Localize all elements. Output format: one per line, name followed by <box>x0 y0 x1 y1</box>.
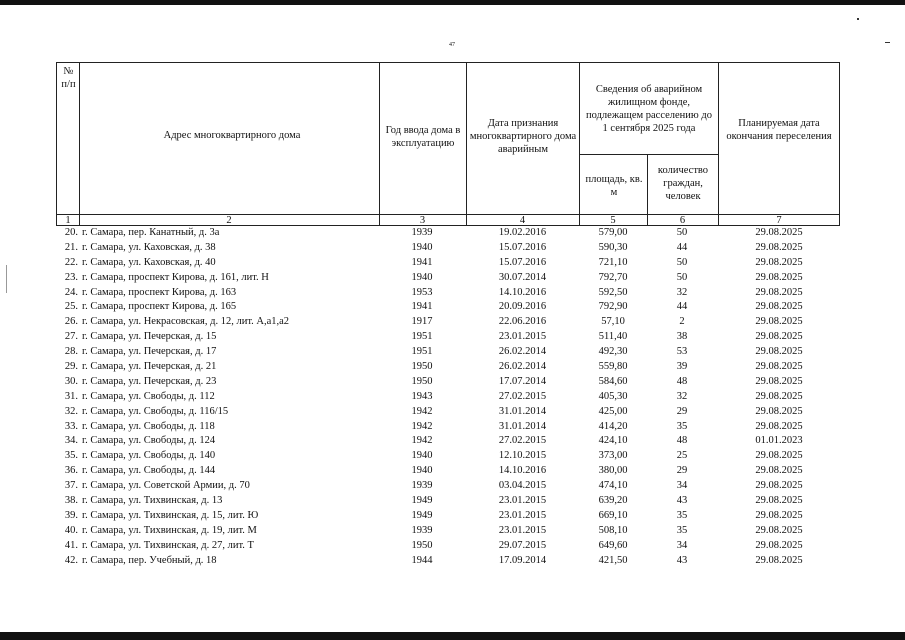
table-row <box>56 375 840 390</box>
row-date: 30.07.2014 <box>498 271 547 283</box>
row-number: 39. <box>64 509 78 521</box>
row-area: 421,50 <box>598 554 628 566</box>
row-area: 592,50 <box>598 286 628 298</box>
row-area: 405,30 <box>598 390 628 402</box>
row-count: 35 <box>676 420 688 432</box>
row-date: 17.09.2014 <box>498 554 547 566</box>
row-plan-date: 29.08.2025 <box>755 316 803 328</box>
row-year: 1942 <box>411 420 433 432</box>
row-count: 44 <box>676 241 688 253</box>
row-count: 48 <box>676 435 688 447</box>
row-number: 32. <box>64 405 78 417</box>
row-year: 1939 <box>411 480 433 492</box>
row-date: 26.02.2014 <box>498 346 547 358</box>
col-number-6: 6 <box>679 215 686 226</box>
row-count: 32 <box>676 390 688 402</box>
table-body <box>56 226 840 568</box>
row-year: 1917 <box>411 316 433 328</box>
row-area: 669,10 <box>598 509 628 521</box>
row-address: г. Самара, ул. Печерская, д. 17 <box>82 346 217 358</box>
row-address: г. Самара, ул. Свободы, д. 112 <box>82 390 215 402</box>
col-header-count: количество граждан, человек <box>657 165 709 202</box>
table-row <box>56 479 840 494</box>
row-year: 1944 <box>411 554 433 566</box>
row-address: г. Самара, ул. Тихвинская, д. 13 <box>82 495 223 507</box>
row-plan-date: 29.08.2025 <box>755 286 803 298</box>
row-plan-date: 29.08.2025 <box>755 465 803 477</box>
table-row <box>56 390 840 405</box>
table-row <box>56 524 840 539</box>
row-address: г. Самара, ул. Печерская, д. 23 <box>82 375 217 387</box>
row-date: 31.01.2014 <box>498 420 547 432</box>
row-number: 26. <box>64 316 78 328</box>
row-date: 14.10.2016 <box>498 465 547 477</box>
row-area: 492,30 <box>598 346 628 358</box>
row-address: г. Самара, проспект Кирова, д. 165 <box>82 301 237 313</box>
row-year: 1950 <box>411 539 433 551</box>
table-row <box>56 554 840 569</box>
row-area: 649,60 <box>598 539 628 551</box>
scan-border-bottom <box>0 632 905 640</box>
row-address: г. Самара, ул. Тихвинская, д. 27, лит. Т <box>82 539 254 551</box>
row-count: 29 <box>676 465 688 477</box>
row-plan-date: 29.08.2025 <box>755 554 803 566</box>
row-year: 1950 <box>411 361 433 373</box>
row-plan-date: 29.08.2025 <box>755 450 803 462</box>
row-address: г. Самара, ул. Печерская, д. 15 <box>82 331 217 343</box>
row-date: 31.01.2014 <box>498 405 547 417</box>
row-date: 26.02.2014 <box>498 361 547 373</box>
row-date: 19.02.2016 <box>498 227 547 238</box>
row-plan-date: 29.08.2025 <box>755 390 803 402</box>
row-number: 35. <box>64 450 78 462</box>
col-number-7: 7 <box>776 215 782 226</box>
scan-speck <box>6 265 7 293</box>
row-area: 721,10 <box>598 256 628 268</box>
row-count: 50 <box>676 227 688 238</box>
row-count: 43 <box>676 495 688 507</box>
row-area: 584,60 <box>598 375 628 387</box>
row-plan-date: 29.08.2025 <box>755 405 803 417</box>
row-number: 30. <box>64 375 78 387</box>
row-number: 37. <box>64 480 78 492</box>
table-row <box>56 315 840 330</box>
row-plan-date: 29.08.2025 <box>755 256 803 268</box>
row-address: г. Самара, пер. Учебный, д. 18 <box>82 554 217 566</box>
row-date: 27.02.2015 <box>498 390 547 402</box>
row-year: 1949 <box>411 495 433 507</box>
row-count: 43 <box>676 554 688 566</box>
row-number: 33. <box>64 420 78 432</box>
row-plan-date: 01.01.2023 <box>755 435 803 447</box>
row-date: 22.06.2016 <box>498 316 547 328</box>
row-year: 1942 <box>411 405 433 417</box>
row-date: 23.01.2015 <box>498 331 547 343</box>
table-header <box>56 62 840 226</box>
row-area: 508,10 <box>598 524 628 536</box>
row-date: 15.07.2016 <box>498 256 547 268</box>
row-address: г. Самара, проспект Кирова, д. 163 <box>82 286 237 298</box>
row-year: 1953 <box>411 286 433 298</box>
row-date: 29.07.2015 <box>498 539 547 551</box>
row-number: 41. <box>64 539 78 551</box>
row-area: 792,90 <box>598 301 628 313</box>
row-area: 792,70 <box>598 271 628 283</box>
row-count: 35 <box>676 509 688 521</box>
row-count: 53 <box>676 346 688 358</box>
row-area: 57,10 <box>601 316 625 328</box>
row-year: 1941 <box>411 256 433 268</box>
row-address: г. Самара, ул. Каховская, д. 40 <box>82 256 216 268</box>
table-row <box>56 494 840 509</box>
col-header-address: Адрес многоквартирного дома <box>163 130 301 141</box>
row-area: 425,00 <box>598 405 628 417</box>
row-number: 25. <box>64 301 78 313</box>
row-year: 1942 <box>411 435 433 447</box>
row-count: 32 <box>676 286 688 298</box>
row-number: 42. <box>64 554 78 566</box>
row-count: 2 <box>679 316 685 328</box>
row-count: 39 <box>676 361 688 373</box>
row-number: 22. <box>64 256 78 268</box>
row-year: 1941 <box>411 301 433 313</box>
row-address: г. Самара, ул. Свободы, д. 116/15 <box>82 405 229 417</box>
col-header-num: № п/п <box>61 66 76 90</box>
row-plan-date: 29.08.2025 <box>755 241 803 253</box>
row-area: 373,00 <box>598 450 628 462</box>
row-plan-date: 29.08.2025 <box>755 509 803 521</box>
row-count: 34 <box>676 539 688 551</box>
table-row <box>56 539 840 554</box>
row-plan-date: 29.08.2025 <box>755 495 803 507</box>
table-row <box>56 464 840 479</box>
col-header-date: Дата признания многоквартирного дома аварийным <box>469 118 577 155</box>
row-area: 639,20 <box>598 495 628 507</box>
row-count: 29 <box>676 405 688 417</box>
row-area: 414,20 <box>598 420 628 432</box>
col-number-1: 1 <box>65 215 71 226</box>
row-plan-date: 29.08.2025 <box>755 346 803 358</box>
row-number: 21. <box>64 241 78 253</box>
row-number: 24. <box>64 286 78 298</box>
row-year: 1940 <box>411 241 433 253</box>
row-date: 27.02.2015 <box>498 435 547 447</box>
row-address: г. Самара, ул. Свободы, д. 124 <box>82 435 216 447</box>
row-year: 1951 <box>411 331 433 343</box>
row-area: 559,80 <box>598 361 628 373</box>
col-header-area: площадь, кв. м <box>585 174 643 198</box>
row-count: 34 <box>676 480 688 492</box>
table-row <box>56 300 840 315</box>
row-plan-date: 29.08.2025 <box>755 480 803 492</box>
row-year: 1940 <box>411 465 433 477</box>
row-area: 380,00 <box>598 465 628 477</box>
page-number: 47 <box>449 42 455 48</box>
table-row <box>56 226 840 241</box>
row-address: г. Самара, ул. Свободы, д. 118 <box>82 420 215 432</box>
row-number: 31. <box>64 390 78 402</box>
col-number-5: 5 <box>610 215 616 226</box>
table-row <box>56 405 840 420</box>
row-address: г. Самара, пер. Канатный, д. 3а <box>82 227 220 238</box>
row-year: 1949 <box>411 509 433 521</box>
table-row <box>56 434 840 449</box>
row-number: 38. <box>64 495 78 507</box>
row-number: 40. <box>64 524 78 536</box>
row-date: 23.01.2015 <box>498 495 547 507</box>
row-area: 590,30 <box>598 241 628 253</box>
col-number-3: 3 <box>419 215 426 226</box>
row-date: 12.10.2015 <box>498 450 547 462</box>
scan-speck <box>857 18 859 20</box>
row-year: 1939 <box>411 524 433 536</box>
row-count: 48 <box>676 375 688 387</box>
table-row <box>56 330 840 345</box>
row-number: 23. <box>64 271 78 283</box>
row-area: 474,10 <box>598 480 628 492</box>
col-number-2: 2 <box>226 215 232 226</box>
table-row <box>56 449 840 464</box>
row-date: 17.07.2014 <box>498 375 547 387</box>
table-row <box>56 271 840 286</box>
row-number: 36. <box>64 465 78 477</box>
row-year: 1943 <box>411 390 433 402</box>
row-address: г. Самара, ул. Советской Армии, д. 70 <box>82 480 250 492</box>
col-number-4: 4 <box>519 215 526 226</box>
row-count: 38 <box>676 331 688 343</box>
table-row <box>56 286 840 301</box>
row-count: 44 <box>676 301 688 313</box>
row-plan-date: 29.08.2025 <box>755 331 803 343</box>
row-date: 14.10.2016 <box>498 286 547 298</box>
row-address: г. Самара, ул. Каховская, д. 38 <box>82 241 216 253</box>
table-row <box>56 420 840 435</box>
row-plan-date: 29.08.2025 <box>755 301 803 313</box>
row-address: г. Самара, проспект Кирова, д. 161, лит. Н <box>82 271 269 283</box>
row-plan-date: 29.08.2025 <box>755 524 803 536</box>
row-date: 20.09.2016 <box>498 301 547 313</box>
row-number: 29. <box>64 361 78 373</box>
row-count: 50 <box>676 271 688 283</box>
row-plan-date: 29.08.2025 <box>755 375 803 387</box>
row-plan-date: 29.08.2025 <box>755 227 803 238</box>
row-address: г. Самара, ул. Тихвинская, д. 15, лит. Ю <box>82 509 259 521</box>
row-year: 1950 <box>411 375 433 387</box>
row-area: 424,10 <box>598 435 628 447</box>
row-date: 03.04.2015 <box>498 480 547 492</box>
row-count: 35 <box>676 524 688 536</box>
scan-speck <box>885 42 890 43</box>
row-plan-date: 29.08.2025 <box>755 539 803 551</box>
row-count: 50 <box>676 256 688 268</box>
row-address: г. Самара, ул. Печерская, д. 21 <box>82 361 217 373</box>
row-date: 15.07.2016 <box>498 241 547 253</box>
table-row <box>56 345 840 360</box>
table-row <box>56 256 840 271</box>
row-address: г. Самара, ул. Свободы, д. 144 <box>82 465 216 477</box>
row-year: 1940 <box>411 450 433 462</box>
row-number: 28. <box>64 346 78 358</box>
row-number: 34. <box>64 435 78 447</box>
row-plan-date: 29.08.2025 <box>755 271 803 283</box>
row-year: 1940 <box>411 271 433 283</box>
row-area: 511,40 <box>598 331 628 343</box>
table-row <box>56 509 840 524</box>
col-header-plan: Планируемая дата окончания переселения <box>726 118 832 142</box>
table-row <box>56 241 840 256</box>
row-area: 579,00 <box>598 227 628 238</box>
row-year: 1951 <box>411 346 433 358</box>
row-number: 27. <box>64 331 78 343</box>
row-address: г. Самара, ул. Некрасовская, д. 12, лит. А,а1,а2 <box>82 316 290 328</box>
row-plan-date: 29.08.2025 <box>755 420 803 432</box>
row-date: 23.01.2015 <box>498 524 547 536</box>
row-count: 25 <box>676 450 688 462</box>
col-header-year: Год ввода дома в эксплуатацию <box>385 125 461 149</box>
row-number: 20. <box>64 227 78 238</box>
row-address: г. Самара, ул. Тихвинская, д. 19, лит. М <box>82 524 257 536</box>
row-date: 23.01.2015 <box>498 509 547 521</box>
row-address: г. Самара, ул. Свободы, д. 140 <box>82 450 216 462</box>
row-year: 1939 <box>411 227 433 238</box>
scan-border-top <box>0 0 905 5</box>
row-plan-date: 29.08.2025 <box>755 361 803 373</box>
col-header-info: Сведения об аварийном жилищном фонде, подлежащем расселению до 1 сентября 2025 года <box>586 84 712 134</box>
table-row <box>56 360 840 375</box>
